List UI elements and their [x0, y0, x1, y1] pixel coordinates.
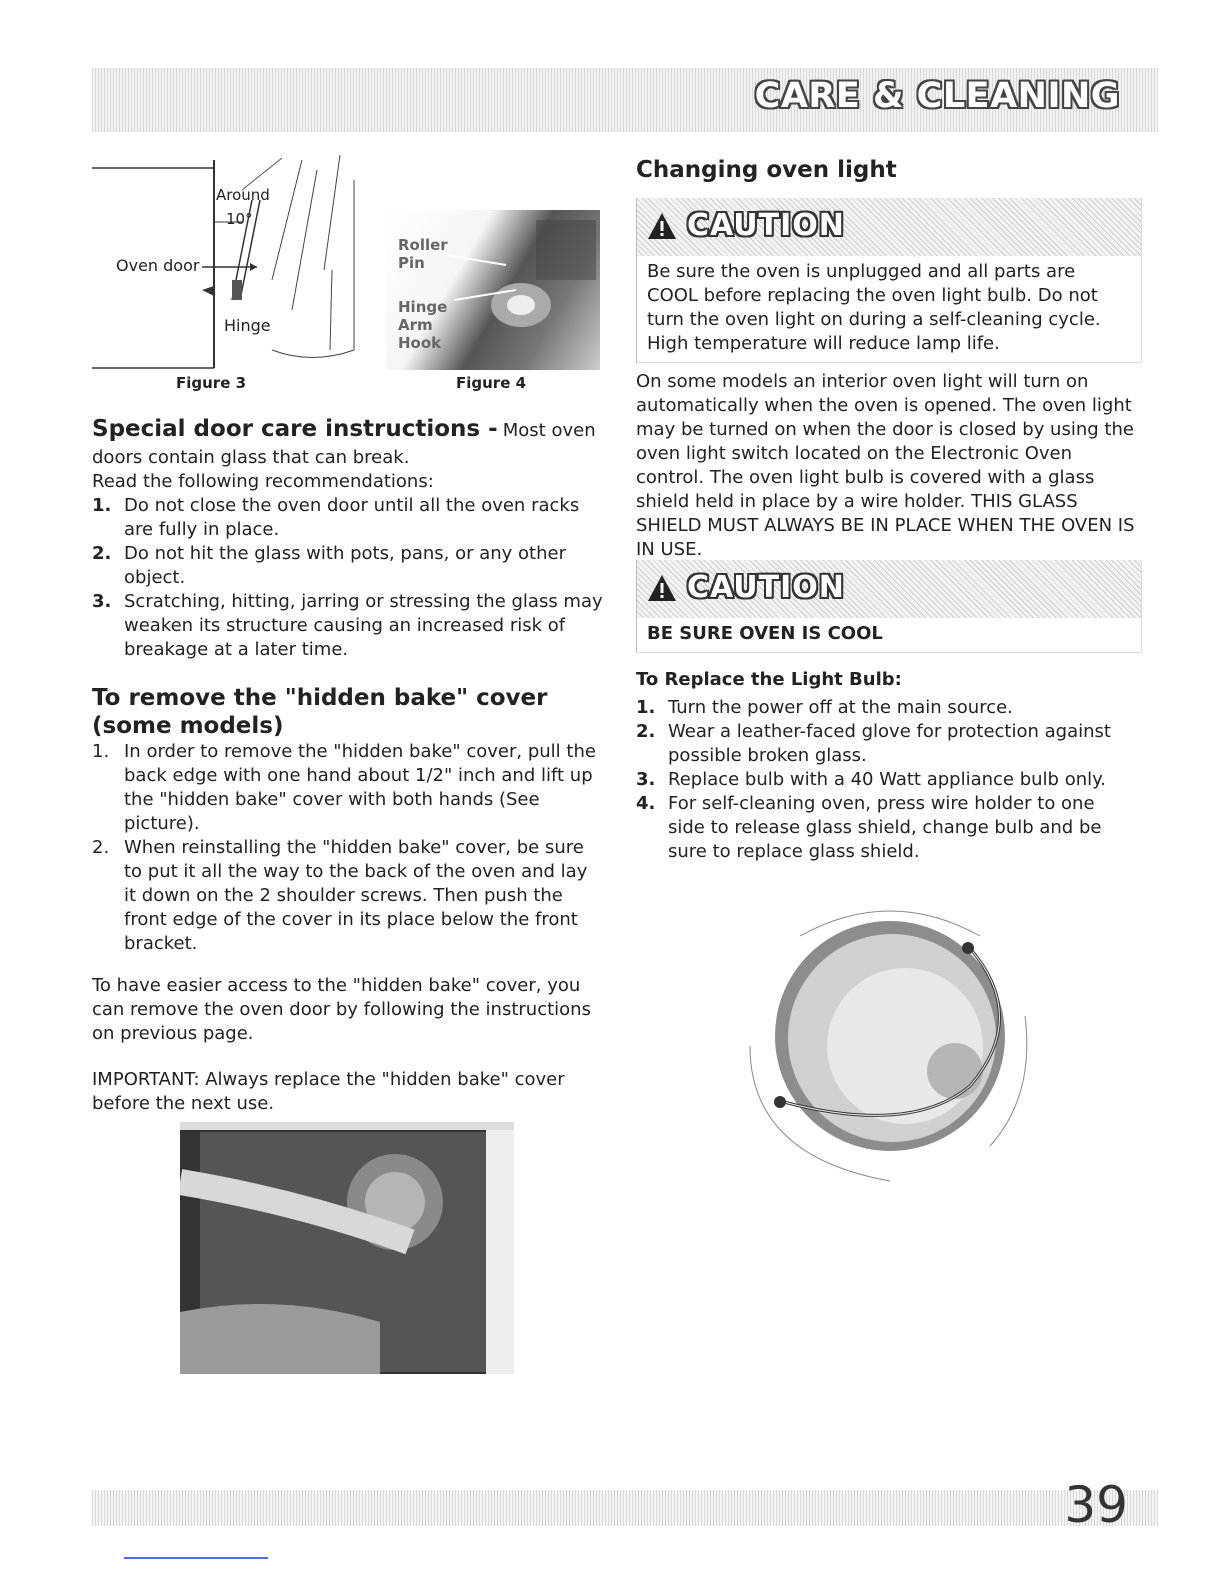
door-care-read: Read the following recommendations: [92, 471, 434, 492]
list-item: 1. In order to remove the "hidden bake" cover, pull the back edge with one hand about 1/2" inch and lift up the "hidden bake" cover with both hands (See picture). [92, 741, 596, 834]
warning-triangle-icon [647, 574, 677, 602]
door-care-intro-inline: Most oven [502, 420, 596, 441]
label-arm: Arm [398, 316, 433, 334]
page-section-title: CARE & CLEANING [754, 76, 1120, 116]
label-hinge-arm: Hinge [398, 298, 448, 316]
caution-header [637, 198, 1141, 256]
door-care-section [92, 414, 604, 662]
caution-label: CAUTION [687, 208, 845, 243]
hidden-bake-heading-1: To remove the "hidden bake" cover [92, 685, 548, 711]
oven-interior-photo [180, 1122, 514, 1374]
oven-light-heading: Changing oven light [636, 157, 897, 183]
label-pin: Pin [398, 254, 425, 272]
hidden-bake-access-note: To have easier access to the "hidden bake" cover, you can remove the oven door by following the instructions on previous page. [92, 975, 591, 1044]
footer-band [92, 1476, 1158, 1534]
caution-text: Be sure the oven is unplugged and all parts are COOL before replacing the oven light bulb. Do not turn the oven light on during a self-cleaning cycle. High temperature will reduce lamp life. [647, 261, 1101, 354]
hidden-bake-photo [180, 1122, 514, 1374]
header-band [92, 68, 1158, 132]
list-item: 2. When reinstalling the "hidden bake" cover, be sure to put it all the way to the back of the oven and lay it down on the 2 shoulder screws. Then push the front edge of the cover in its place below the front bracket. [92, 837, 588, 954]
caution-label: CAUTION [687, 570, 845, 605]
hidden-bake-section [92, 684, 604, 1116]
list-item: 3. Scratching, hitting, jarring or stressing the glass may weaken its structure causing an increased risk of breakage at a later time. [92, 591, 603, 660]
hidden-bake-important: IMPORTANT: Always replace the "hidden bake" cover before the next use. [92, 1069, 565, 1114]
replace-bulb-section [636, 668, 1136, 864]
door-care-heading-line [92, 414, 604, 446]
page-number: 39 [1064, 1476, 1128, 1534]
door-care-intro: doors contain glass that can break. [92, 447, 410, 468]
label-oven-door: Oven door [116, 256, 200, 275]
list-item: 2. Do not hit the glass with pots, pans, or any other object. [92, 543, 566, 588]
footer-rule [124, 1557, 268, 1559]
replace-bulb-heading: To Replace the Light Bulb: [636, 669, 902, 690]
caution-header [637, 560, 1141, 618]
list-item: 2. Wear a leather-faced glove for protection against possible broken glass. [636, 721, 1111, 766]
list-item: 3. Replace bulb with a 40 Watt appliance bulb only. [636, 769, 1106, 790]
warning-triangle-icon [647, 212, 677, 240]
list-item: 4. For self-cleaning oven, press wire holder to one side to release glass shield, change bulb and be sure to replace glass shield. [636, 793, 1102, 862]
figure-4-caption: Figure 4 [456, 374, 527, 392]
replace-bulb-list [636, 696, 1136, 864]
hidden-bake-list [92, 740, 604, 956]
list-item: 1. Turn the power off at the main source. [636, 697, 1013, 718]
door-care-list [92, 494, 604, 662]
figure-3 [92, 150, 382, 372]
label-hook: Hook [398, 334, 442, 352]
hidden-bake-heading-2: (some models) [92, 713, 284, 739]
list-item: 1. Do not close the oven door until all the oven racks are fully in place. [92, 495, 580, 540]
label-hinge: Hinge [224, 316, 271, 335]
figure-4 [386, 210, 600, 370]
oven-light-description: On some models an interior oven light will turn on automatically when the oven is opened. The oven light may be turned on when the door is closed by using the oven light switch located on the Electronic Oven control. The oven light bulb is covered with a glass shield held in place by a wire holder. THIS GLASS SHIELD MUST ALWAYS BE IN PLACE WHEN THE OVEN IS IN USE. [636, 371, 1135, 560]
door-care-heading: Special door care instructions - [92, 416, 498, 442]
label-roller: Roller [398, 236, 448, 254]
label-angle: 10° [226, 210, 253, 228]
label-around: Around [216, 186, 270, 204]
figure-3-caption: Figure 3 [176, 374, 247, 392]
caution-box-1 [636, 198, 1142, 363]
caution-text: BE SURE OVEN IS COOL [647, 623, 883, 644]
glass-shield-illustration [740, 896, 1040, 1186]
light-bulb-diagram [740, 896, 1040, 1186]
caution-box-2 [636, 560, 1142, 653]
